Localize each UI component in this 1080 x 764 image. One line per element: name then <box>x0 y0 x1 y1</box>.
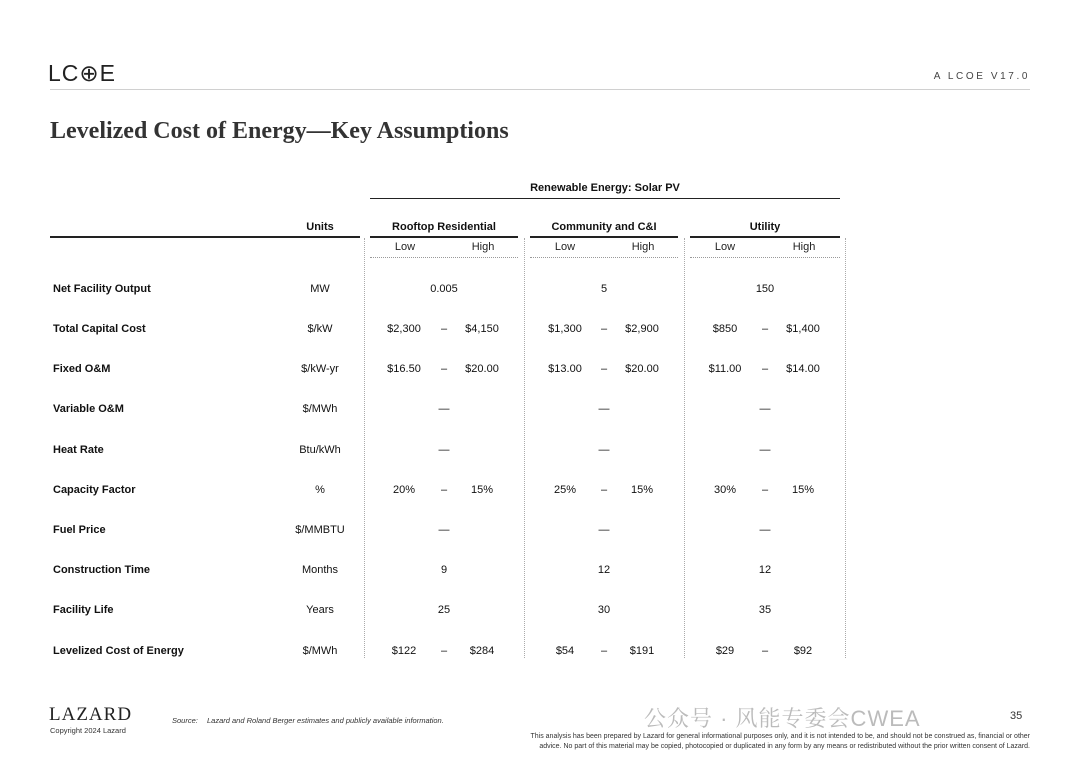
value-low: $11.00 <box>708 363 742 375</box>
value-high: 15% <box>791 484 815 496</box>
value-low: $54 <box>555 645 575 657</box>
document-id: A LCOE V17.0 <box>933 71 1030 82</box>
column-header-utility: Utility <box>749 221 781 233</box>
unit-cell: $/kW-yr <box>301 363 339 375</box>
range-dash: – <box>440 645 448 657</box>
value-single: — <box>598 444 610 456</box>
row-label: Construction Time <box>53 564 150 576</box>
value-single: — <box>759 524 771 536</box>
sub-header-rule <box>370 257 518 258</box>
header-divider <box>50 89 1030 90</box>
range-dash: – <box>440 323 448 335</box>
value-high: $4,150 <box>465 323 499 335</box>
range-dash: – <box>761 363 769 375</box>
value-low: $122 <box>391 645 417 657</box>
range-dash: – <box>440 363 448 375</box>
unit-cell: Years <box>306 604 334 616</box>
value-single: — <box>598 524 610 536</box>
value-low: 20% <box>392 484 416 496</box>
sub-header-rule <box>690 257 840 258</box>
value-low: $29 <box>715 645 735 657</box>
source-label: Source: <box>172 716 198 725</box>
value-single: — <box>438 524 450 536</box>
sub-header-rule <box>530 257 678 258</box>
row-label: Variable O&M <box>53 403 124 415</box>
value-single: 9 <box>440 564 448 576</box>
value-high: $284 <box>469 645 495 657</box>
disclaimer-line-1: This analysis has been prepared by Lazard for general informational purposes only, and it is not intended to be, and should not be construed as, financial or other <box>530 733 1030 740</box>
value-single: 35 <box>758 604 772 616</box>
community-header-rule <box>530 236 678 238</box>
value-single: — <box>438 444 450 456</box>
value-low: $850 <box>712 323 738 335</box>
value-single: 12 <box>597 564 611 576</box>
unit-cell: $/MMBTU <box>295 524 345 536</box>
row-label: Total Capital Cost <box>53 323 146 335</box>
range-dash: – <box>761 645 769 657</box>
disclaimer <box>470 732 1030 752</box>
unit-cell: Btu/kWh <box>299 444 341 456</box>
value-single: 12 <box>758 564 772 576</box>
sub-header-high: High <box>471 241 495 253</box>
rooftop-header-rule <box>370 236 518 238</box>
value-low: 30% <box>713 484 737 496</box>
value-single: — <box>438 403 450 415</box>
value-single: 30 <box>597 604 611 616</box>
range-dash: – <box>600 363 608 375</box>
range-dash: – <box>600 484 608 496</box>
value-high: $20.00 <box>625 363 659 375</box>
unit-cell: % <box>315 484 325 496</box>
value-single: 5 <box>600 283 608 295</box>
value-low: $16.50 <box>387 363 421 375</box>
sub-header-high: High <box>792 241 816 253</box>
sub-header-low: Low <box>394 241 416 253</box>
value-high: $92 <box>793 645 813 657</box>
value-single: 0.005 <box>430 283 458 295</box>
value-high: 15% <box>470 484 494 496</box>
value-high: $191 <box>629 645 655 657</box>
unit-cell: $/MWh <box>302 403 338 415</box>
value-high: $2,900 <box>625 323 659 335</box>
value-single: 25 <box>437 604 451 616</box>
column-separator <box>524 238 525 658</box>
row-label: Net Facility Output <box>53 283 151 295</box>
value-single: — <box>759 444 771 456</box>
source-text: Lazard and Roland Berger estimates and publicly available information. <box>207 716 444 725</box>
row-label: Fixed O&M <box>53 363 111 375</box>
unit-cell: $/MWh <box>302 645 338 657</box>
row-label: Fuel Price <box>53 524 106 536</box>
utility-header-rule <box>690 236 840 238</box>
unit-cell: MW <box>310 283 330 295</box>
value-high: $1,400 <box>786 323 820 335</box>
lcoe-logo: LC⊕E <box>48 60 117 86</box>
group-title-rule <box>370 198 840 199</box>
unit-cell: $/kW <box>307 323 333 335</box>
range-dash: – <box>761 323 769 335</box>
units-header-rule <box>50 236 360 238</box>
value-single: 150 <box>755 283 775 295</box>
value-single: — <box>759 403 771 415</box>
column-header-rooftop-residential: Rooftop Residential <box>392 221 496 233</box>
value-single: — <box>598 403 610 415</box>
column-header-community-ci: Community and C&I <box>551 221 657 233</box>
row-label: Heat Rate <box>53 444 104 456</box>
unit-cell: Months <box>301 564 339 576</box>
units-header: Units <box>306 221 334 233</box>
row-label: Facility Life <box>53 604 114 616</box>
row-label: Capacity Factor <box>53 484 136 496</box>
value-low: $2,300 <box>387 323 421 335</box>
sub-header-low: Low <box>554 241 576 253</box>
row-label: Levelized Cost of Energy <box>53 645 184 657</box>
value-high: 15% <box>630 484 654 496</box>
group-title: Renewable Energy: Solar PV <box>530 182 680 194</box>
column-separator <box>364 238 365 658</box>
value-high: $20.00 <box>465 363 499 375</box>
lazard-logo: LAZARD <box>49 704 133 725</box>
range-dash: – <box>600 323 608 335</box>
value-low: $1,300 <box>548 323 582 335</box>
range-dash: – <box>600 645 608 657</box>
column-separator <box>845 238 846 658</box>
value-low: 25% <box>553 484 577 496</box>
page-title: Levelized Cost of Energy—Key Assumptions <box>50 118 509 144</box>
disclaimer-line-2: advice. No part of this material may be copied, photocopied or duplicated in any form by any means or redistributed without the prior written consent of Lazard. <box>539 743 1030 750</box>
page-number: 35 <box>1010 710 1023 722</box>
range-dash: – <box>761 484 769 496</box>
copyright: Copyright 2024 Lazard <box>50 726 126 735</box>
range-dash: – <box>440 484 448 496</box>
sub-header-high: High <box>631 241 655 253</box>
column-separator <box>684 238 685 658</box>
value-low: $13.00 <box>548 363 582 375</box>
value-high: $14.00 <box>786 363 820 375</box>
sub-header-low: Low <box>714 241 736 253</box>
watermark: 公众号 · 风能专委会CWEA <box>644 706 921 731</box>
